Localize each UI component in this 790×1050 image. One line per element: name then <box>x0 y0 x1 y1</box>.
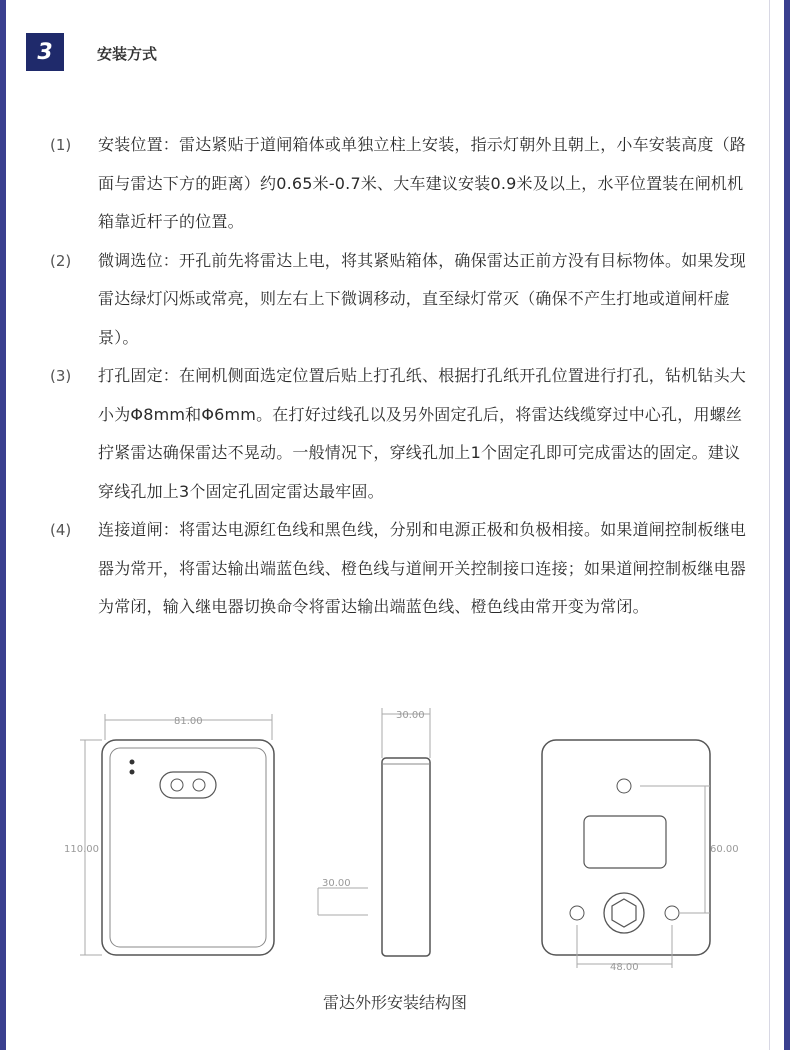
section-number-badge: 3 <box>26 33 64 71</box>
front-width-label: 81.00 <box>174 716 203 727</box>
side-width-label: 30.00 <box>396 710 425 721</box>
step-text: 微调选位：开孔前先将雷达上电，将其紧贴箱体，确保雷达正前方没有目标物体。如果发现雷达绿灯闪烁或常亮，则左右上下微调移动，直至绿灯常灭（确保不产生打地或道闸杆虚景）。 <box>98 250 747 347</box>
back-view <box>542 740 710 968</box>
front-height-label: 110.00 <box>64 844 99 855</box>
side-small-label: 30.00 <box>322 878 351 889</box>
step-number: (1) <box>50 136 72 154</box>
right-accent-bar <box>784 0 790 1050</box>
step-text: 连接道闸：将雷达电源红色线和黑色线，分别和电源正极和负极相接。如果道闸控制板继电器为常开，将雷达输出端蓝色线、橙色线与道闸开关控制接口连接；如果道闸控制板继电器为常闭，输入继电器切换命令将雷达输出端蓝色线、橙色线由常开变为常闭。 <box>98 520 747 616</box>
installation-steps <box>50 126 750 627</box>
step-item <box>50 126 750 242</box>
back-height-label: 60.00 <box>710 844 739 855</box>
step-item <box>50 511 750 627</box>
front-view <box>80 714 274 955</box>
step-item <box>50 357 750 511</box>
back-width-label: 48.00 <box>610 962 639 973</box>
left-accent-bar <box>0 0 6 1050</box>
step-text: 安装位置：雷达紧贴于道闸箱体或单独立柱上安装，指示灯朝外且朝上，小车安装高度（路面与雷达下方的距离）约0.65米-0.7米、大车建议安装0.9米及以上，水平位置装在闸机机箱靠近杆子的位置。 <box>98 135 747 231</box>
step-item <box>50 242 750 358</box>
right-divider-line <box>769 0 770 1050</box>
step-text: 打孔固定：在闸机侧面选定位置后贴上打孔纸、根据打孔纸开孔位置进行打孔，钻机钻头大小为Φ8mm和Φ6mm。在打好过线孔以及另外固定孔后，将雷达线缆穿过中心孔，用螺丝拧紧雷达确保雷达不晃动。一般情况下，穿线孔加上1个固定孔即可完成雷达的固定。建议穿线孔加上3个固定孔固定雷达最牢固。 <box>98 366 747 501</box>
step-number: (2) <box>50 251 72 270</box>
radar-structure-drawing <box>60 700 760 980</box>
side-view <box>318 708 430 956</box>
section-title: 安装方式 <box>97 45 158 63</box>
figure-caption: 雷达外形安装结构图 <box>322 993 467 1012</box>
step-number: (4) <box>50 521 72 539</box>
step-number: (3) <box>50 367 72 385</box>
